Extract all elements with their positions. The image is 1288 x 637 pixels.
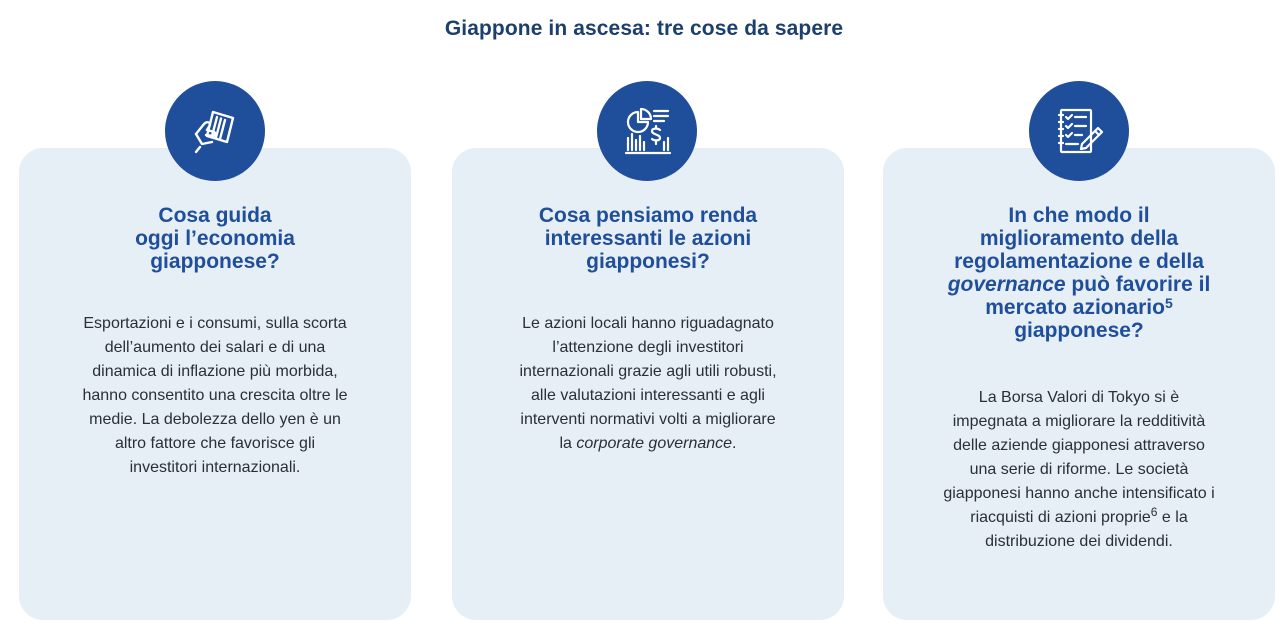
card-economy-drivers [19,148,411,620]
heading-line: Cosa pensiamo renda [538,204,758,227]
body-line: altro fattore che favorisce gli [114,435,316,452]
body-line: dinamica di inflazione più morbida, [92,363,338,380]
body-text: la [559,435,577,452]
heading-line: giapponesi? [586,250,710,273]
hand-card-icon [165,81,265,181]
body-line: Esportazioni e i consumi, sulla scorta [83,315,347,332]
body-text: . [732,435,737,452]
body-line: giapponesi hanno anche intensificato i [943,485,1215,502]
body-line: l’attenzione degli investitori [552,339,744,356]
footnote-marker[interactable]: 5 [1164,295,1173,311]
body-line: impegnata a migliorare la redditività [952,413,1206,430]
card-body [482,312,814,456]
heading-text: mercato azionario [985,296,1165,319]
body-line: delle aziende giapponesi attraverso [953,437,1205,454]
heading-line [883,296,1275,319]
body-line: alle valutazioni interessanti e agli [531,387,765,404]
heading-line: Cosa guida [158,204,272,227]
body-line: Le azioni locali hanno riguadagnato [522,315,774,332]
body-text: riacquisti di azioni proprie [970,509,1151,526]
body-line: interventi normativi volti a migliorare [520,411,776,428]
card-heading [883,204,1275,342]
body-line: investitori internazionali. [129,459,301,476]
card-body [913,386,1245,554]
heading-text: può favorire il [1065,273,1211,296]
card-heading [452,204,844,273]
body-line: hanno consentito una crescita oltre le [82,387,348,404]
card-body [49,312,381,480]
card-governance [883,148,1275,620]
footnote-marker[interactable]: 6 [1150,505,1158,519]
body-line: internazionali grazie agli utili robusti, [519,363,777,380]
heading-line: regolamentazione e della [954,250,1204,273]
card-heading [19,204,411,273]
page-title: Giappone in ascesa: tre cose da sapere [444,17,844,40]
heading-line: miglioramento della [979,227,1179,250]
chart-dollar-icon [597,81,697,181]
body-line: medie. La debolezza dello yen è un [89,411,341,428]
body-line [482,432,814,456]
body-line: distribuzione dei dividendi. [985,533,1173,550]
body-line: una serie di riforme. Le società [969,461,1189,478]
heading-line: In che modo il [1008,204,1150,227]
heading-line: interessanti le azioni [544,227,752,250]
body-line: dell’aumento dei salari e di una [104,339,326,356]
body-line [913,506,1245,530]
body-text: e la [1157,509,1188,526]
heading-line: giapponese? [150,250,280,273]
heading-line: giapponese? [1014,319,1144,342]
checklist-pen-icon [1029,81,1129,181]
body-line: La Borsa Valori di Tokyo si è [978,389,1180,406]
heading-line [883,273,1275,296]
card-japanese-stocks [452,148,844,620]
heading-italic-text: governance [947,273,1066,296]
body-italic-text: corporate governance [576,435,733,452]
heading-line: oggi l’economia [135,227,295,250]
